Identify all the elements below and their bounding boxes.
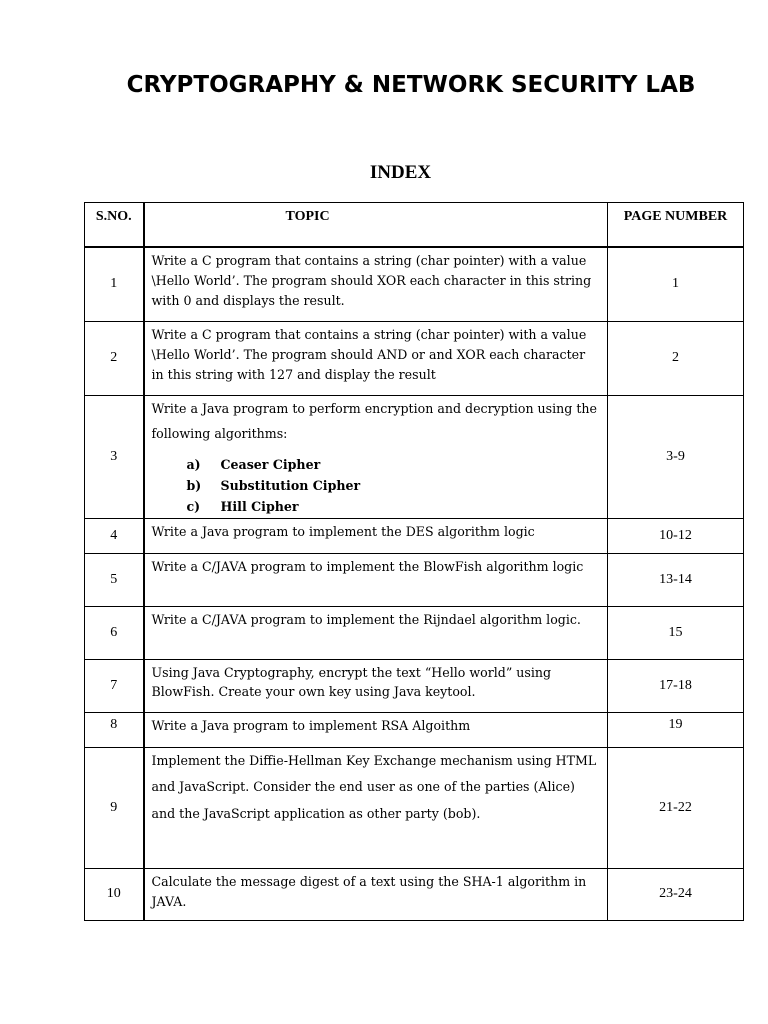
- table-row: [85, 868, 744, 920]
- row-sno: 7: [85, 659, 144, 712]
- row-topic: Write a C program that contains a string (char pointer) with a value \Hello World’. The program should AND or and XOR each character in this string with 127 and display the result: [144, 321, 608, 395]
- row-sno: 6: [85, 606, 144, 659]
- row-page: 19: [608, 712, 744, 747]
- list-item-text: Ceaser Cipher: [220, 456, 321, 472]
- list-item: [187, 475, 600, 496]
- index-table: [84, 202, 744, 921]
- row-topic: Calculate the message digest of a text using the SHA-1 algorithm in JAVA.: [144, 868, 608, 920]
- table-row: [85, 553, 744, 606]
- row-sno: 9: [85, 747, 144, 868]
- row-topic: Write a C/JAVA program to implement the Rijndael algorithm logic.: [144, 606, 608, 659]
- row-topic: Write a Java program to implement the DES algorithm logic: [144, 518, 608, 553]
- table-row: [85, 518, 744, 553]
- row-page: 17-18: [608, 659, 744, 712]
- list-marker: a): [186, 456, 201, 472]
- table-row: [85, 247, 744, 321]
- algorithm-list: [187, 454, 600, 517]
- row-sno: 10: [85, 868, 144, 920]
- list-item: [187, 454, 600, 475]
- row-sno: 2: [85, 321, 144, 395]
- row-page: 13-14: [608, 553, 744, 606]
- row-page: 2: [608, 321, 744, 395]
- row-topic: Using Java Cryptography, encrypt the text “Hello world” using BlowFish. Create your own key using Java keytool.: [144, 659, 608, 712]
- list-item-text: Hill Cipher: [220, 498, 299, 514]
- row-sno: 5: [85, 553, 144, 606]
- row-sno: 8: [85, 712, 144, 747]
- row-page: 1: [608, 247, 744, 321]
- table-row: [85, 712, 744, 747]
- row-page: 23-24: [608, 868, 744, 920]
- row-topic: [144, 395, 608, 518]
- list-item-text: Substitution Cipher: [220, 477, 361, 493]
- row-topic-text: Write a Java program to perform encryption and decryption using the following algorithms:: [151, 400, 597, 441]
- list-marker: b): [186, 477, 202, 493]
- table-row: [85, 395, 744, 518]
- row-sno: 1: [85, 247, 144, 321]
- row-page: 15: [608, 606, 744, 659]
- table-row: [85, 606, 744, 659]
- table-row: [85, 321, 744, 395]
- row-topic: Write a C/JAVA program to implement the BlowFish algorithm logic: [144, 553, 608, 606]
- row-page: 21-22: [608, 747, 744, 868]
- row-sno: 4: [85, 518, 144, 553]
- row-topic: Write a C program that contains a string (char pointer) with a value \Hello World’. The program should XOR each character in this string with 0 and displays the result.: [144, 247, 608, 321]
- row-topic: Write a Java program to implement RSA Algoithm: [144, 712, 608, 747]
- row-sno: 3: [85, 395, 144, 518]
- document-title: CRYPTOGRAPHY & NETWORK SECURITY LAB: [126, 72, 696, 98]
- row-topic: Implement the Diffie-Hellman Key Exchange mechanism using HTML and JavaScript. Consider the end user as one of the parties (Alice) and the JavaScript application as other party (bob).: [144, 747, 608, 868]
- header-topic: TOPIC: [144, 203, 608, 248]
- row-page: 10-12: [608, 518, 744, 553]
- header-page-number: PAGE NUMBER: [608, 203, 744, 248]
- table-row: [85, 747, 744, 868]
- row-page: 3-9: [608, 395, 744, 518]
- table-row: [85, 659, 744, 712]
- list-item: [187, 496, 600, 517]
- list-marker: c): [186, 498, 201, 514]
- header-sno: S.NO.: [85, 203, 144, 248]
- index-heading: INDEX: [369, 162, 432, 183]
- table-header-row: [85, 203, 744, 248]
